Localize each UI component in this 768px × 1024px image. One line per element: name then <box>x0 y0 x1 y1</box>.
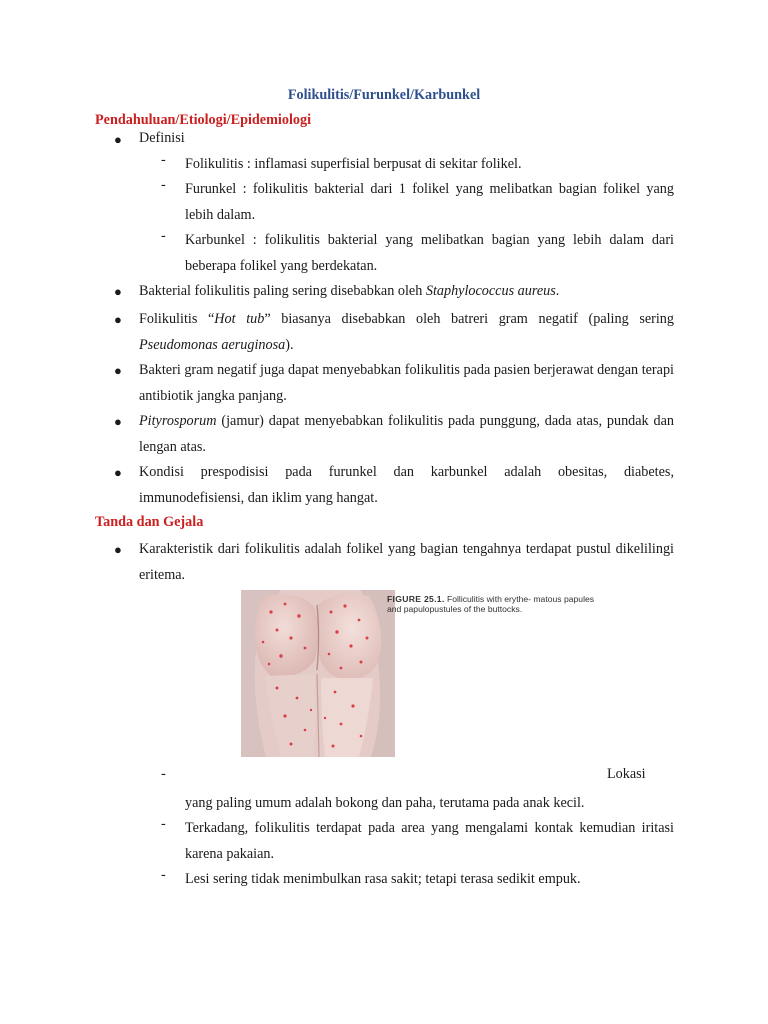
definisi-label: Definisi <box>139 130 185 146</box>
buttocks-illustration <box>241 590 395 757</box>
dash-icon: - <box>161 177 166 193</box>
figure-caption: FIGURE 25.1. Folliculitis with erythe- matous papules and papulopustules of the buttocks. <box>387 594 595 614</box>
dash-icon: - <box>161 152 166 168</box>
sub-lesi: Lesi sering tidak menimbulkan rasa sakit; tetapi terasa sedikit empuk. <box>185 871 581 887</box>
page-title: Folikulitis/Furunkel/Karbunkel <box>287 87 481 103</box>
bullet-icon: ● <box>114 414 122 429</box>
folliculitis-photo <box>241 590 395 757</box>
bullet-icon: ● <box>114 132 122 147</box>
bullet-icon: ● <box>114 312 122 327</box>
definition-karbunkel: Karbunkel : folikulitis bakterial yang melibatkan bagian yang lebih dalam dari beberapa folikel yang berdekatan. <box>185 232 674 274</box>
folliculitis-figure <box>241 590 593 757</box>
dash-icon: - <box>161 228 166 244</box>
bullet-predisposisi: Kondisi prespodisisi pada furunkel dan karbunkel adalah obesitas, diabetes, immunodefisiensi, dan iklim yang hangat. <box>139 464 674 506</box>
section-heading-tanda-gejala: Tanda dan Gejala <box>95 514 204 530</box>
bullet-pityrosporum: Pityrosporum (jamur) dapat menyebabkan folikulitis pada punggung, dada atas, pundak dan lengan atas. <box>139 413 674 455</box>
definition-folikulitis: Folikulitis : inflamasi superfisial berpusat di sekitar folikel. <box>185 156 522 172</box>
definition-furunkel: Furunkel : folikulitis bakterial dari 1 folikel yang melibatkan bagian folikel yang lebih dalam. <box>185 181 674 223</box>
bullet-icon: ● <box>114 284 122 299</box>
lokasi-word: Lokasi <box>607 766 646 782</box>
section-heading-etiologi: Pendahuluan/Etiologi/Epidemiologi <box>95 112 312 128</box>
sub-lokasi: yang paling umum adalah bokong dan paha, terutama pada anak kecil. <box>185 795 585 811</box>
dash-icon: - <box>161 867 166 883</box>
sub-iritasi: Terkadang, folikulitis terdapat pada area yang mengalami kontak kemudian iritasi karena pakaian. <box>185 820 674 862</box>
bullet-staphylococcus: Bakterial folikulitis paling sering disebabkan oleh Staphylococcus aureus. <box>139 283 560 299</box>
bullet-icon: ● <box>114 542 122 557</box>
bullet-karakteristik: Karakteristik dari folikulitis adalah folikel yang bagian tengahnya terdapat pustul dikelilingi eritema. <box>139 541 674 583</box>
bullet-icon: ● <box>114 363 122 378</box>
dash-icon: - <box>161 766 166 782</box>
bullet-hot-tub: Folikulitis “Hot tub” biasanya disebabkan oleh batreri gram negatif (paling sering Pseudomonas aeruginosa). <box>139 311 674 353</box>
dash-icon: - <box>161 816 166 832</box>
bullet-icon: ● <box>114 465 122 480</box>
bullet-gram-negatif: Bakteri gram negatif juga dapat menyebabkan folikulitis pada pasien berjerawat dengan terapi antibiotik jangka panjang. <box>139 362 674 404</box>
